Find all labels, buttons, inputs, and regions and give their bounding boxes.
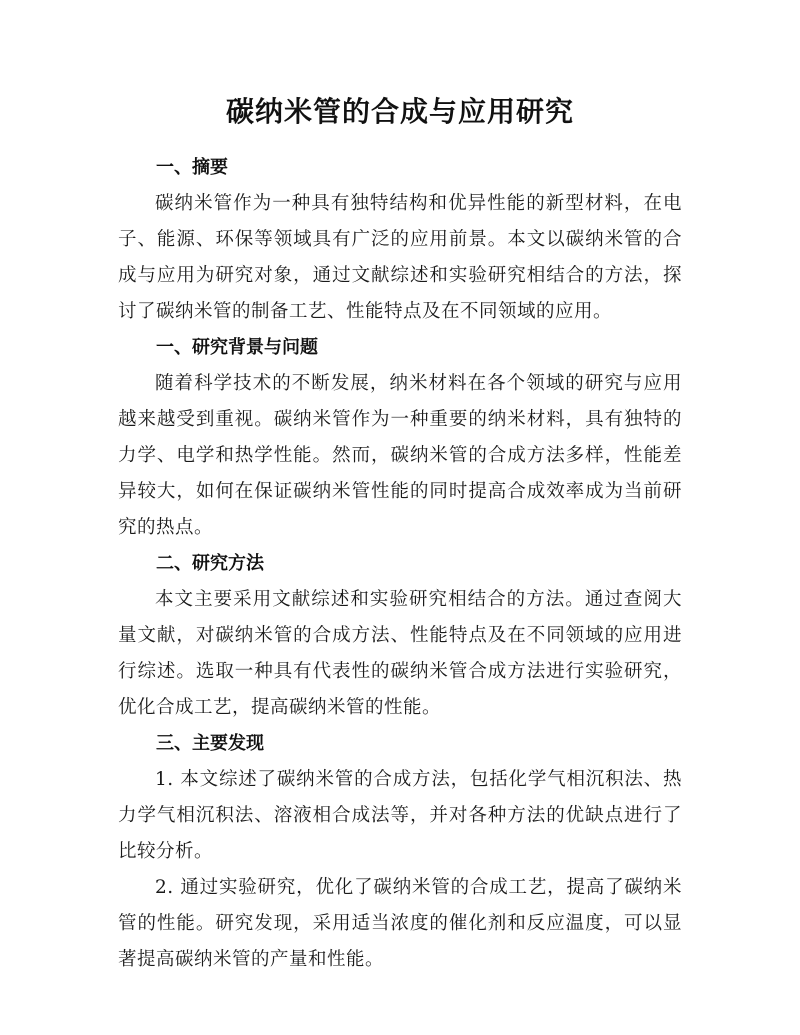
section-paragraph: 本文主要采用文献综述和实验研究相结合的方法。通过查阅大量文献，对碳纳米管的合成方法、性能特点及在不同领域的应用进行综述。选取一种具有代表性的碳纳米管合成方法进行实验研究，优化合成工艺，提高碳纳米管的性能。: [118, 589, 682, 718]
section-heading: 二、研究方法: [156, 553, 264, 574]
section-methods: [118, 546, 682, 726]
title-spacer: [118, 142, 682, 150]
section-heading: 三、主要发现: [156, 733, 264, 754]
section-heading: 一、摘要: [156, 157, 228, 178]
page-title: 碳纳米管的合成与应用研究: [225, 95, 574, 128]
finding-item-1: 1. 本文综述了碳纳米管的合成方法，包括化学气相沉积法、热力学气相沉积法、溶液相合成法等，并对各种方法的优缺点进行了比较分析。: [118, 769, 682, 862]
section-heading: 一、研究背景与问题: [156, 337, 318, 358]
section-abstract: [118, 150, 682, 330]
section-paragraph: 随着科学技术的不断发展，纳米材料在各个领域的研究与应用越来越受到重视。碳纳米管作为一种重要的纳米材料，具有独特的力学、电学和热学性能。然而，碳纳米管的合成方法多样，性能差异较大，如何在保证碳纳米管性能的同时提高合成效率成为当前研究的热点。: [118, 373, 682, 538]
finding-item-2: 2. 通过实验研究，优化了碳纳米管的合成工艺，提高了碳纳米管的性能。研究发现，采用适当浓度的催化剂和反应温度，可以显著提高碳纳米管的产量和性能。: [118, 877, 682, 970]
title-block: [118, 92, 682, 142]
section-background: [118, 330, 682, 546]
section-paragraph: 碳纳米管作为一种具有独特结构和优异性能的新型材料，在电子、能源、环保等领域具有广泛的应用前景。本文以碳纳米管的合成与应用为研究对象，通过文献综述和实验研究相结合的方法，探讨了碳纳米管的制备工艺、性能特点及在不同领域的应用。: [118, 193, 682, 322]
section-findings: [118, 726, 682, 978]
